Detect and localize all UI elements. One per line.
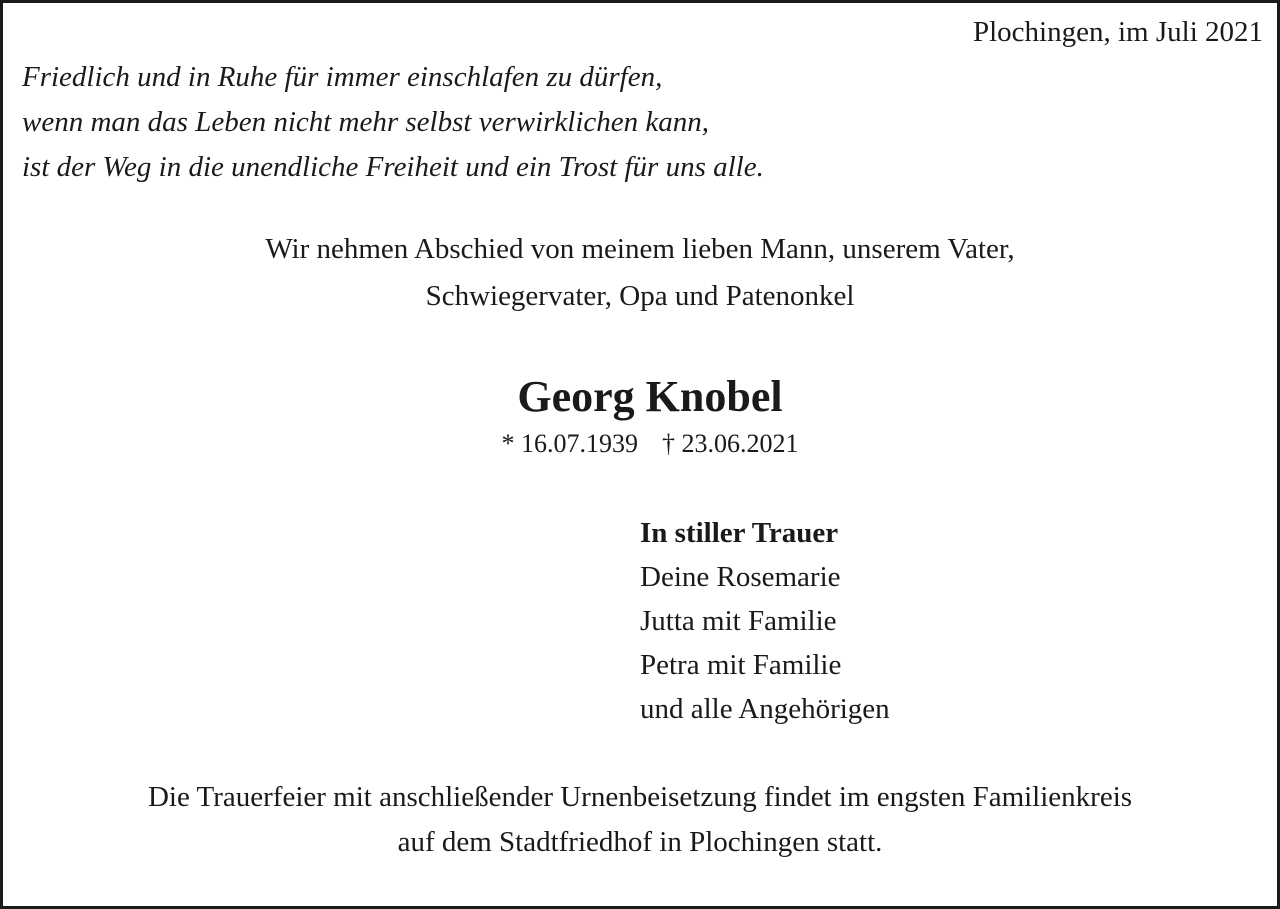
mourner-line: Deine Rosemarie [640,561,841,593]
ceremony-line: Die Trauerfeier mit anschließender Urnenbeisetzung findet im engsten Familienkreis [147,781,1133,813]
poem-line: ist der Weg in die unendliche Freiheit und ein Trost für uns alle. [22,151,764,183]
deceased-name: Georg Knobel [517,372,783,421]
mourners-heading: In stiller Trauer [640,517,839,549]
mourner-line: Petra mit Familie [640,649,842,681]
farewell-text [3,226,1277,320]
mourners [640,511,890,731]
poem-line: wenn man das Leben nicht mehr selbst verwirklichen kann, [22,106,710,138]
life-dates [3,427,1280,461]
place-date: Plochingen, im Juli 2021 [973,16,1263,48]
birth-date: * 16.07.1939 [501,429,638,458]
ceremony-line: auf dem Stadtfriedhof in Plochingen statt. [397,826,883,858]
ceremony-info [3,775,1277,865]
death-date: † 23.06.2021 [662,429,799,458]
poem [22,55,764,190]
farewell-line: Schwiegervater, Opa und Patenonkel [425,280,855,312]
mourner-line: und alle Angehörigen [640,693,890,725]
poem-line: Friedlich und in Ruhe für immer einschlafen zu dürfen, [22,61,663,93]
mourner-line: Jutta mit Familie [640,605,837,637]
farewell-line: Wir nehmen Abschied von meinem lieben Mann, unserem Vater, [265,233,1015,265]
